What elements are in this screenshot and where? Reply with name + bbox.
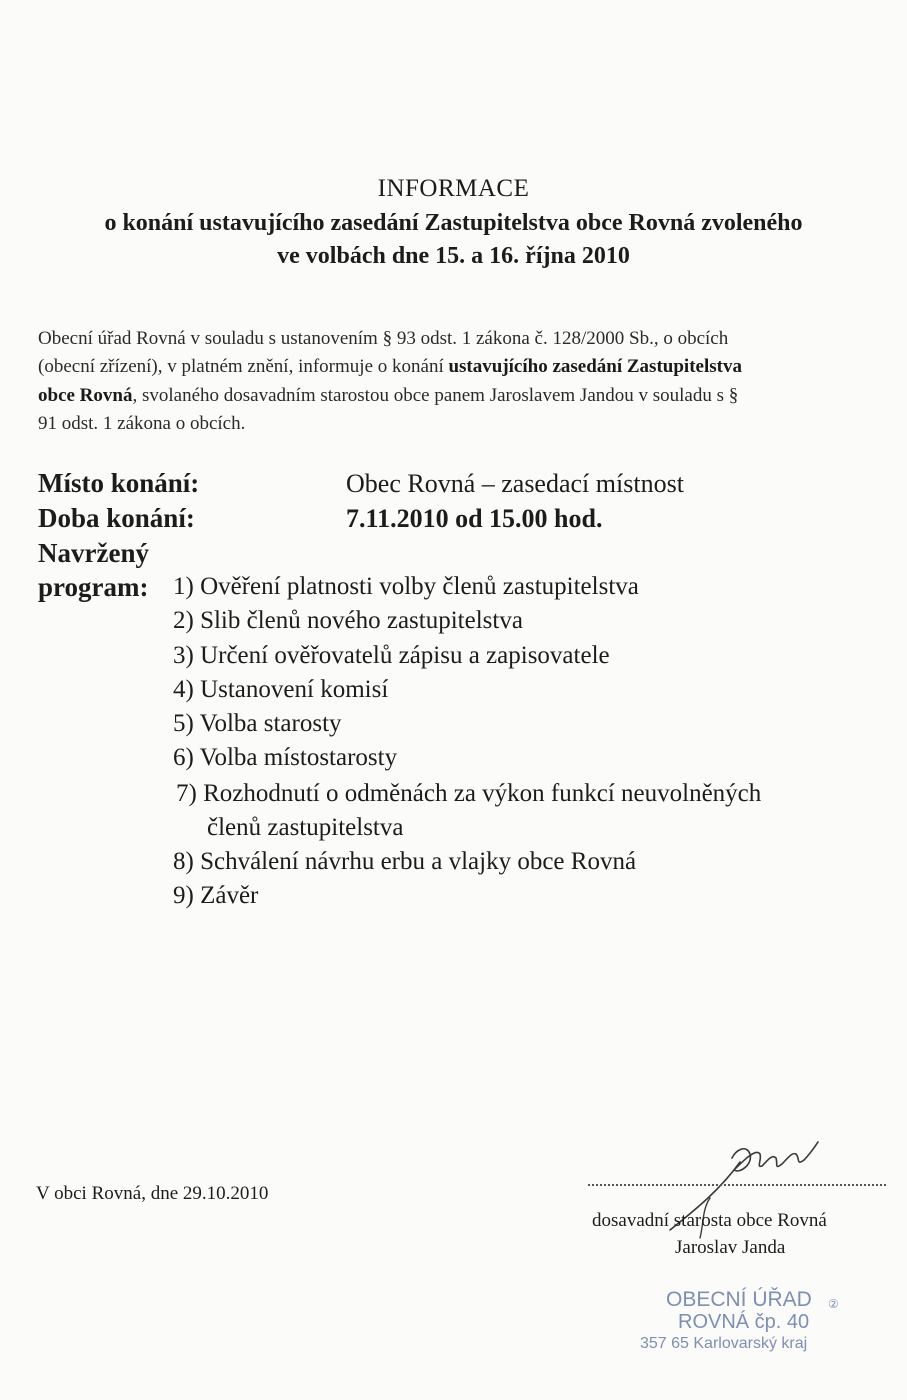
stamp-number: ② xyxy=(828,1297,839,1311)
stamp-line-2: ROVNÁ čp. 40 xyxy=(678,1311,810,1333)
document-subtitle-line-1: o konání ustavujícího zasedání Zastupitelstva obce Rovná zvoleného xyxy=(104,210,803,236)
signer-role: dosavadní starosta obce Rovná xyxy=(592,1210,827,1231)
program-item: 8) Schválení návrhu erbu a vlajky obce Rovná xyxy=(173,848,637,875)
program-item: 5) Volba starosty xyxy=(173,710,342,737)
document-subtitle-line-2: ve volbách dne 15. a 16. října 2010 xyxy=(277,243,630,269)
program-item: 7) Rozhodnutí o odměnách za výkon funkcí neuvolněných xyxy=(176,780,762,807)
program-item: 1) Ověření platnosti volby členů zastupitelstva xyxy=(173,573,639,600)
stamp-line-3: 357 65 Karlovarský kraj xyxy=(640,1335,808,1352)
stamp-line-1: OBECNÍ ÚŘAD xyxy=(666,1288,812,1311)
document-title: INFORMACE xyxy=(377,175,530,202)
program-item: 2) Slib členů nového zastupitelstva xyxy=(173,607,523,634)
signature-line xyxy=(588,1184,886,1186)
intro-line-3 xyxy=(38,385,738,407)
program-label-line-1: Navržený xyxy=(38,538,149,568)
signer-name: Jaroslav Janda xyxy=(675,1237,786,1258)
place-and-date: V obci Rovná, dne 29.10.2010 xyxy=(36,1183,269,1204)
program-item: 4) Ustanovení komisí xyxy=(173,676,389,703)
intro-line-2 xyxy=(38,356,742,378)
intro-line-4: 91 odst. 1 zákona o obcích. xyxy=(38,413,246,434)
program-item: 9) Závěr xyxy=(173,882,259,909)
time-label: Doba konání: xyxy=(38,503,195,533)
time-value: 7.11.2010 od 15.00 hod. xyxy=(346,504,603,533)
intro-line-3-text: , svolaného dosavadním starostou obce panem Jaroslavem Jandou v souladu s § xyxy=(132,385,739,406)
program-item-continuation: členů zastupitelstva xyxy=(207,814,404,841)
intro-line-1: Obecní úřad Rovná v souladu s ustanovením § 93 odst. 1 zákona č. 128/2000 Sb., o obcích xyxy=(38,328,729,349)
intro-line-2-text: (obecní zřízení), v platném znění, informuje o konání xyxy=(38,356,449,377)
intro-line-3-bold: obce Rovná xyxy=(38,385,133,406)
intro-line-2-bold: ustavujícího zasedání Zastupitelstva xyxy=(448,356,742,377)
place-label: Místo konání: xyxy=(38,468,200,498)
place-value: Obec Rovná – zasedací místnost xyxy=(346,469,684,498)
program-item: 3) Určení ověřovatelů zápisu a zapisovatele xyxy=(173,642,610,669)
program-label-line-2: program: xyxy=(38,572,149,602)
program-item: 6) Volba místostarosty xyxy=(173,744,398,771)
